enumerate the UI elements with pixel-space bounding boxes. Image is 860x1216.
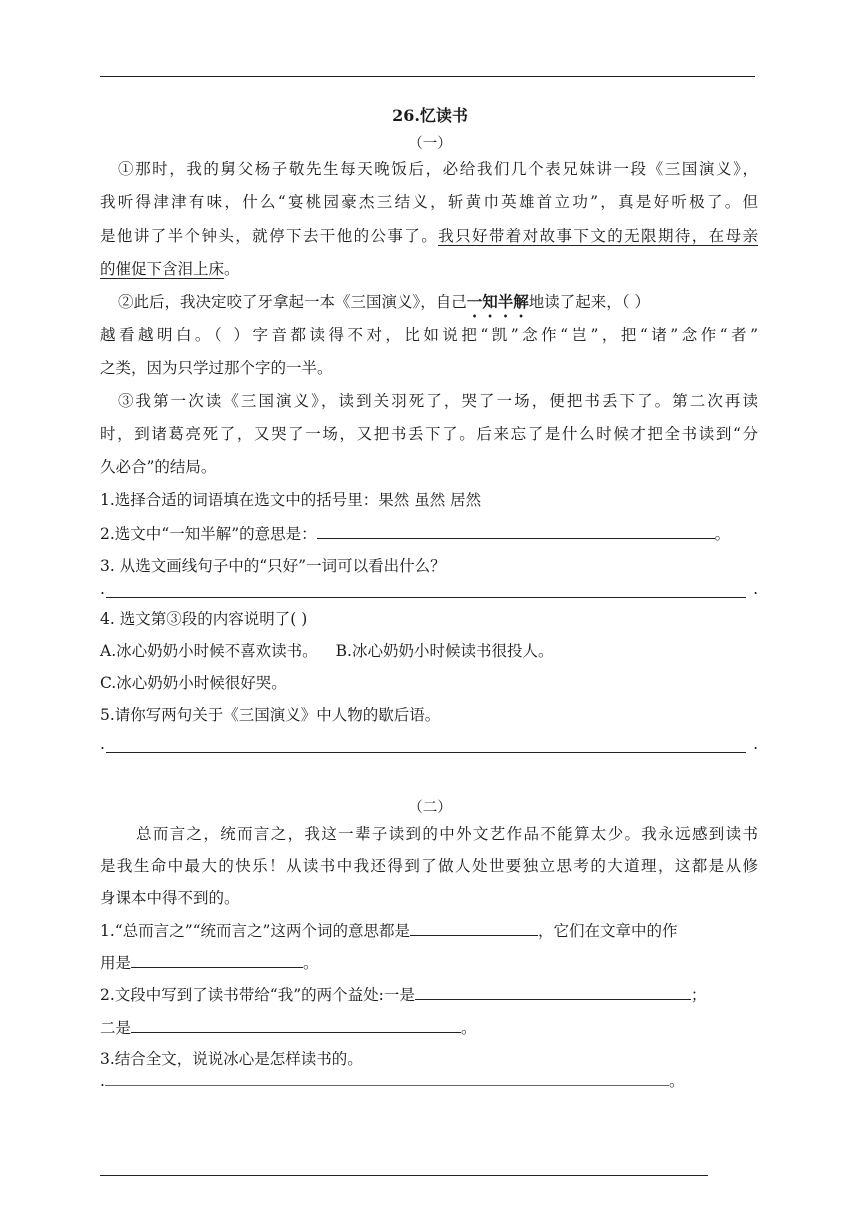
s1-q2: 2.选文中“一知半解”的意思是： 。 [100, 522, 730, 545]
s1-q5: 5.请你写两句关于《三国演义》中人物的歇后语。 [100, 706, 441, 724]
underlined-sentence-part2: 的催促下含泪上床 [100, 260, 225, 278]
s1-q4: 4. 选文第③段的内容说明了( ) [100, 610, 308, 628]
s1-p1-line2: 我听得津津有味，什么“宴桃园豪杰三结义，斩黄巾英雄首立功”，真是好听极了。但 [100, 193, 758, 211]
s1-q1: 1.选择合适的词语填在选文中的括号里：果然 虽然 居然 [100, 491, 482, 509]
s1-p2-line3: 之类，因为只学过那个字的一半。 [100, 359, 333, 377]
s2-q1-blank1[interactable] [410, 919, 538, 936]
s2-p-line2: 是我生命中最大的快乐！从读书中我还得到了做人处世要独立思考的大道理，这都是从修 [100, 857, 758, 875]
underlined-sentence-part1: 我只好带着对故事下文的无限期待，在母亲 [438, 227, 758, 245]
section2-label: （二） [408, 800, 452, 816]
s1-p1-line4: 的催促下含泪上床。 [100, 260, 240, 278]
s1-q5-answer-line[interactable]: . . [100, 735, 758, 753]
s1-p3-line2: 时，到诸葛亮死了，又哭了一场，又把书丢下了。后来忘了是什么时候才把全书读到“分 [100, 425, 758, 443]
option-b[interactable]: B.冰心奶奶小时候读书很投人。 [335, 642, 554, 660]
s2-q2-blank1[interactable] [415, 983, 691, 1000]
s1-p2-line2: 越看越明白。（ ）字音都读得不对，比如说把“凯”念作“岂”，把“诸”念作“者” [100, 326, 758, 344]
s1-q4-options-ab [100, 640, 553, 662]
s1-p3-line3: 久必合”的结局。 [100, 458, 217, 476]
footer-rule [100, 1175, 708, 1176]
s2-q3: 3.结合全文，说说冰心是怎样读书的。 [100, 1050, 363, 1068]
s2-q3-answer-line[interactable]: . 。 [100, 1069, 700, 1092]
page-title: 26.忆读书 [392, 106, 468, 125]
s1-q3-answer-line[interactable]: . . [100, 580, 758, 598]
emphasized-word: 一知半解 [466, 292, 529, 311]
s2-q2-line2: 二是 。 [100, 1016, 477, 1039]
s1-p1-line3 [100, 225, 758, 247]
option-a[interactable]: A.冰心奶奶小时候不喜欢读书。 [100, 642, 318, 660]
s1-p1-line1: ①那时，我的舅父杨子敬先生每天晚饭后，必给我们几个表兄妹讲一段《三国演义》， [118, 160, 758, 178]
s1-q3: 3. 从选文画线句子中的“只好”一词可以看出什么？ [100, 557, 446, 575]
s2-q1-line2: 用是 。 [100, 951, 319, 974]
s2-p-line1: 总而言之，统而言之，我这一辈子读到的中外文艺作品不能算太少。我永远感到读书 [136, 825, 758, 843]
header-rule [100, 76, 755, 77]
option-c[interactable]: C.冰心奶奶小时候很好哭。 [100, 674, 287, 692]
s1-p1-line3-plain: 是他讲了半个钟头，就停下去干他的公事了。 [100, 227, 439, 245]
s2-q1-line1: 1.“总而言之”“统而言之”这两个词的意思都是 ，它们在文章中的作 [100, 919, 678, 942]
s2-p-line3: 身课本中得不到的。 [100, 889, 240, 907]
s1-q2-answer-blank[interactable] [317, 522, 715, 539]
s2-q2-line1: 2.文段中写到了读书带给“我”的两个益处:一是 ； [100, 983, 706, 1006]
section1-label: （一） [408, 136, 452, 152]
s1-p2-line1: ②此后，我决定咬了牙拿起一本《三国演义》，自己一知半解地读了起来，（ ） [118, 292, 650, 311]
s1-p3-line1: ③我第一次读《三国演义》，读到关羽死了，哭了一场，便把书丢下了。第二次再读 [118, 392, 758, 410]
s2-q1-blank2[interactable] [131, 951, 303, 968]
s2-q2-blank2[interactable] [131, 1016, 461, 1033]
